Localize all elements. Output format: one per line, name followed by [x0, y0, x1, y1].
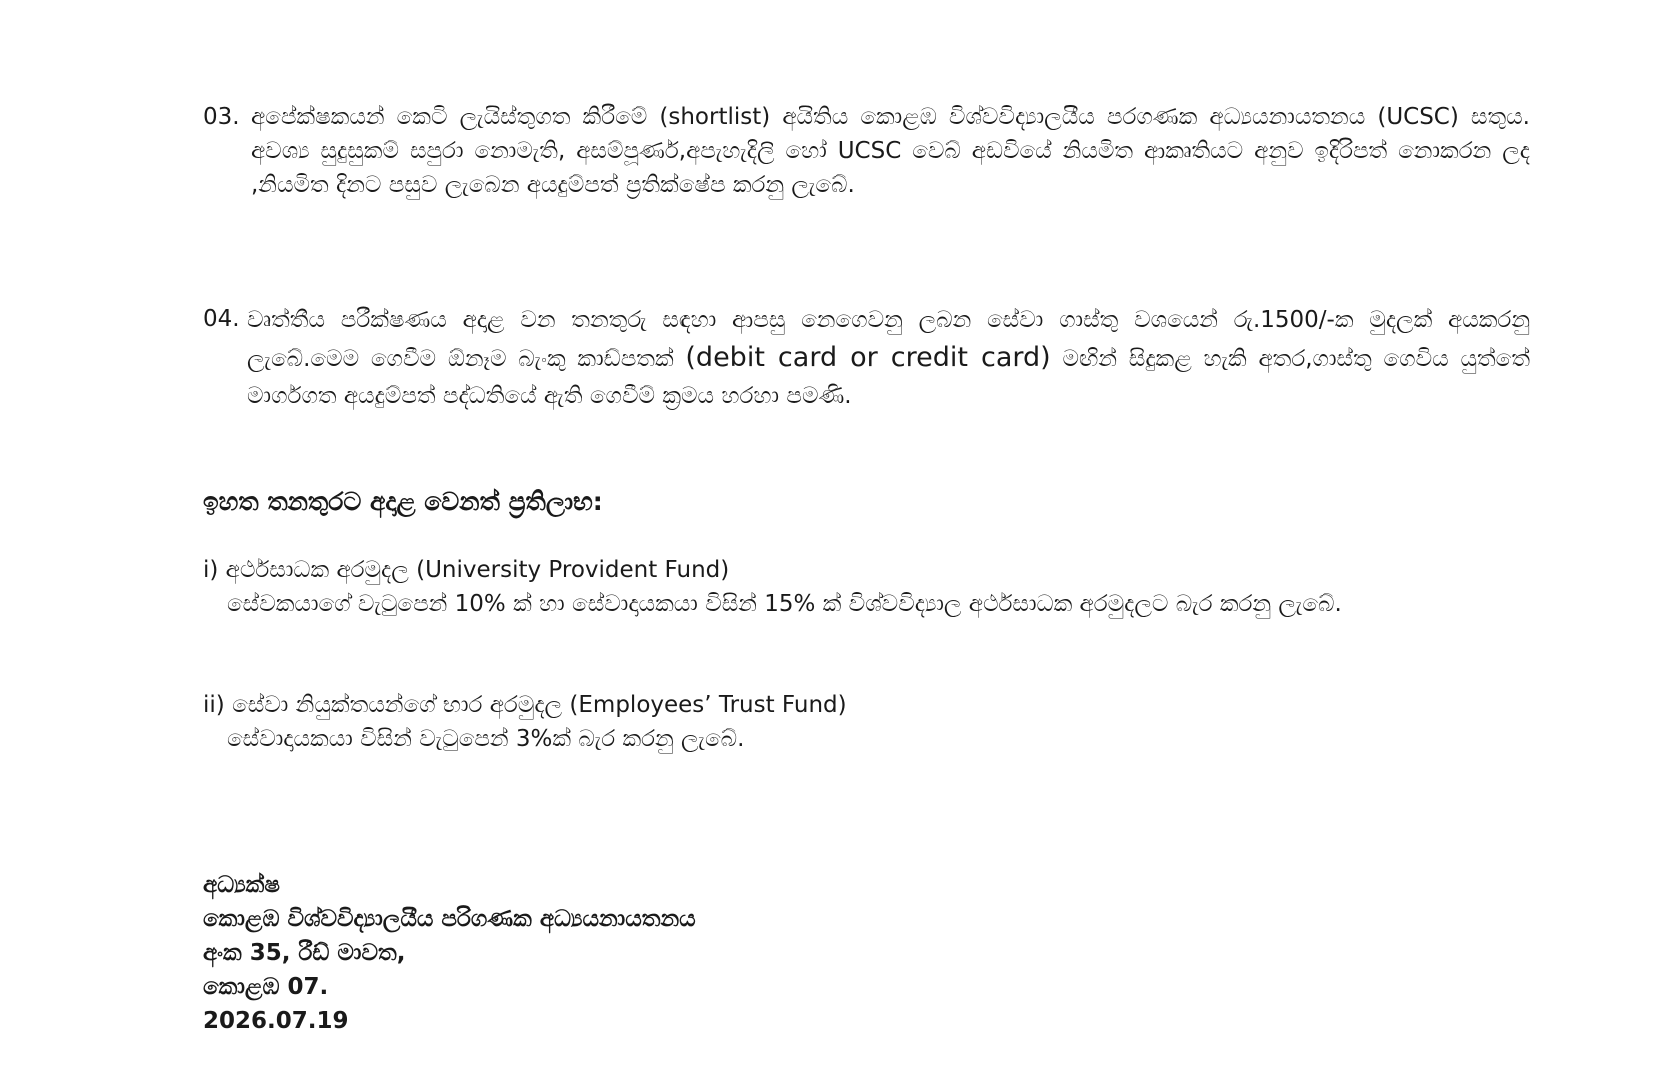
clause-text-part: වෘත්තීය පරීක්ෂණය අදාළ වන තනතුරු සඳහා ආපසු නෙගෙවනු ලබන සේවා ගාස්තු වශයෙන් රු.1500/-ක මුදලක් අයකරනු ලැබේ.මෙම ගෙවීම ඕනෑම බැංකු කාඩ්පතක්: [247, 307, 1530, 372]
clause-number: 04.: [203, 306, 240, 332]
city-line: කොළඹ 07.: [203, 974, 329, 1000]
benefit-provident-fund: [203, 553, 1530, 621]
clause-text: අපේක්ෂකයන් කෙටි ලැයිස්තුගත කිරීමේ (shortlist) අයිතිය කොළඹ විශ්වවිද්‍යාලයීය පරගණක අධ්‍යයනායතනය (UCSC) සතුය. අවශ්‍ය සුදුසුකම් සපුරා නොමැති, අසම්පූර්ණ,අපැහැදිලි හෝ UCSC වෙබ් අඩවියේ නියමිත ආකෘතියට අනුව ඉදිරිපත් නොකරන ලද ,නියමිත දිනට පසුව ලැබෙන අයදුම්පත් ප්‍රතික්ෂේප කරනු ලැබේ.: [251, 104, 1530, 198]
address-line: අංක 35, රීඩ් මාවත,: [203, 940, 406, 966]
benefit-title: ii) සේවා නියුක්තයන්ගේ භාර අරමුදල (Employees’ Trust Fund): [203, 692, 847, 718]
document-date: 2026.07.19: [203, 1008, 349, 1034]
institute-name: කොළඹ විශ්වවිද්‍යාලයීය පරිගණක අධ්‍යයනායතනය: [203, 906, 696, 932]
clause-text-part: මඟින් සිදුකළ හැකි අතර,ගාස්තු ගෙවිය යුත්තේ මාර්ගගත අයදුම්පත් පද්ධතියේ ඇති ගෙවීම් ක්‍රමය හරහා පමණි.: [247, 346, 1531, 409]
clause-number: 03.: [203, 104, 240, 130]
signature-block: [203, 868, 696, 1038]
benefit-body: සේවාදායකයා විසින් වැටුපෙන් 3%ක් බැර කරනු ලැබේ.: [227, 726, 745, 752]
benefit-trust-fund: [203, 688, 1530, 756]
clause-04: [203, 302, 1530, 415]
benefits-heading: ඉහත තනතුරට අදාළ වෙනත් ප්‍රතිලාභ:: [203, 487, 603, 516]
signatory-role: අධ්‍යක්ෂ: [203, 872, 280, 898]
clause-03: [203, 100, 1530, 202]
benefit-title: i) අර්ථසාධක අරමුදල (University Provident Fund): [203, 557, 730, 583]
benefit-body: සේවකයාගේ වැටුපෙන් 10% ක් හා සේවාදායකයා විසින් 15% ක් විශ්වවිද්‍යාල අර්ථසාධක අරමුදලට බැර කරනු ලැබේ.: [227, 591, 1342, 617]
clause-text-english: (debit card or credit card): [685, 342, 1051, 373]
clause-text: [247, 302, 1530, 415]
